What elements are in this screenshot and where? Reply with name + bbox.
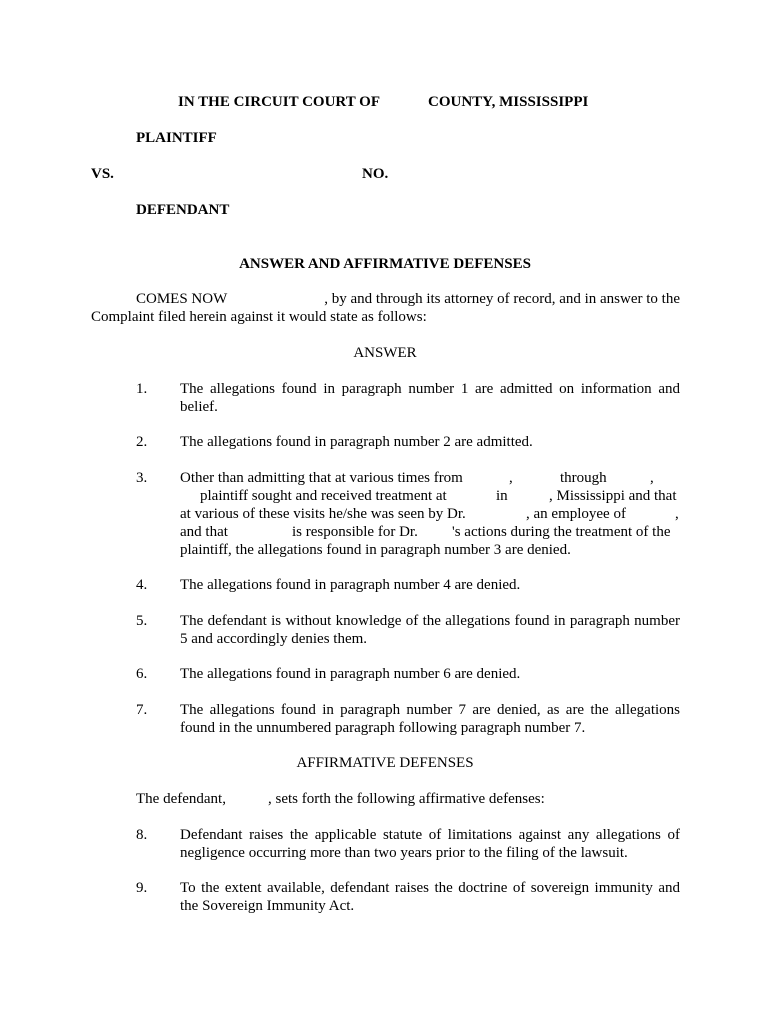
item-3-text: , xyxy=(675,506,679,522)
item-7-line-1: The allegations found in paragraph number 7 are denied, as are the allegations xyxy=(180,702,680,718)
court-name-prefix: IN THE CIRCUIT COURT OF xyxy=(178,94,381,110)
defense-8-line-2: negligence occurring more than two years prior to the filing of the lawsuit. xyxy=(180,845,628,861)
item-3-text: , an employee of xyxy=(526,506,626,522)
item-3-text: is responsible for Dr. xyxy=(292,524,418,540)
item-7-line-2: found in the unnumbered paragraph following paragraph number 7. xyxy=(180,720,586,736)
item-number: 7. xyxy=(136,702,148,718)
item-3-text: , Mississippi and that xyxy=(549,488,677,504)
item-3-text: , xyxy=(509,470,513,486)
document-title: ANSWER AND AFFIRMATIVE DEFENSES xyxy=(239,256,531,272)
item-6-line-1: The allegations found in paragraph number 6 are denied. xyxy=(180,666,521,682)
item-5-line-1: The defendant is without knowledge of the allegations found in paragraph number xyxy=(180,613,680,629)
item-3-text: through xyxy=(560,470,607,486)
item-number: 4. xyxy=(136,577,148,593)
item-4-line-1: The allegations found in paragraph number 4 are denied. xyxy=(180,577,521,593)
item-3-text: at various of these visits he/she was seen by Dr. xyxy=(180,506,466,522)
defense-8-line-1: Defendant raises the applicable statute of limitations against any allegations of xyxy=(180,827,680,843)
defense-9-line-2: the Sovereign Immunity Act. xyxy=(180,898,355,914)
item-number: 5. xyxy=(136,613,148,629)
versus-label: VS. xyxy=(91,166,114,182)
item-1-line-2: belief. xyxy=(180,399,218,415)
item-3-text: plaintiff, the allegations found in paragraph number 3 are denied. xyxy=(180,542,571,558)
answer-heading: ANSWER xyxy=(353,345,417,361)
defendant-line-start: The defendant, xyxy=(136,791,226,807)
item-3-text: and that xyxy=(180,524,228,540)
court-name-suffix: COUNTY, MISSISSIPPI xyxy=(428,94,589,110)
defendant-line-end: , sets forth the following affirmative defenses: xyxy=(268,791,545,807)
item-3-text: Other than admitting that at various times from xyxy=(180,470,463,486)
plaintiff-label: PLAINTIFF xyxy=(136,130,217,146)
item-number: 1. xyxy=(136,381,148,397)
intro-line-2: Complaint filed herein against it would state as follows: xyxy=(91,309,427,325)
item-number: 8. xyxy=(136,827,148,843)
item-1-line-1: The allegations found in paragraph number 1 are admitted on information and xyxy=(180,381,680,397)
intro-continuation: , by and through its attorney of record, and in answer to the xyxy=(324,291,680,307)
intro-comes-now: COMES NOW xyxy=(136,291,228,307)
item-2-line-1: The allegations found in paragraph number 2 are admitted. xyxy=(180,434,533,450)
item-3-text: in xyxy=(496,488,508,504)
item-5-line-2: 5 and accordingly denies them. xyxy=(180,631,368,647)
defense-9-line-1: To the extent available, defendant raises the doctrine of sovereign immunity and xyxy=(180,880,680,896)
affirmative-defenses-heading: AFFIRMATIVE DEFENSES xyxy=(296,755,474,771)
item-3-text: 's actions during the treatment of the xyxy=(452,524,671,540)
defendant-label: DEFENDANT xyxy=(136,202,230,218)
item-3-text: plaintiff sought and received treatment at xyxy=(200,488,447,504)
item-number: 2. xyxy=(136,434,148,450)
item-number: 9. xyxy=(136,880,148,896)
item-number: 3. xyxy=(136,470,148,486)
case-number-label: NO. xyxy=(362,166,389,182)
item-3-text: , xyxy=(650,470,654,486)
item-number: 6. xyxy=(136,666,148,682)
